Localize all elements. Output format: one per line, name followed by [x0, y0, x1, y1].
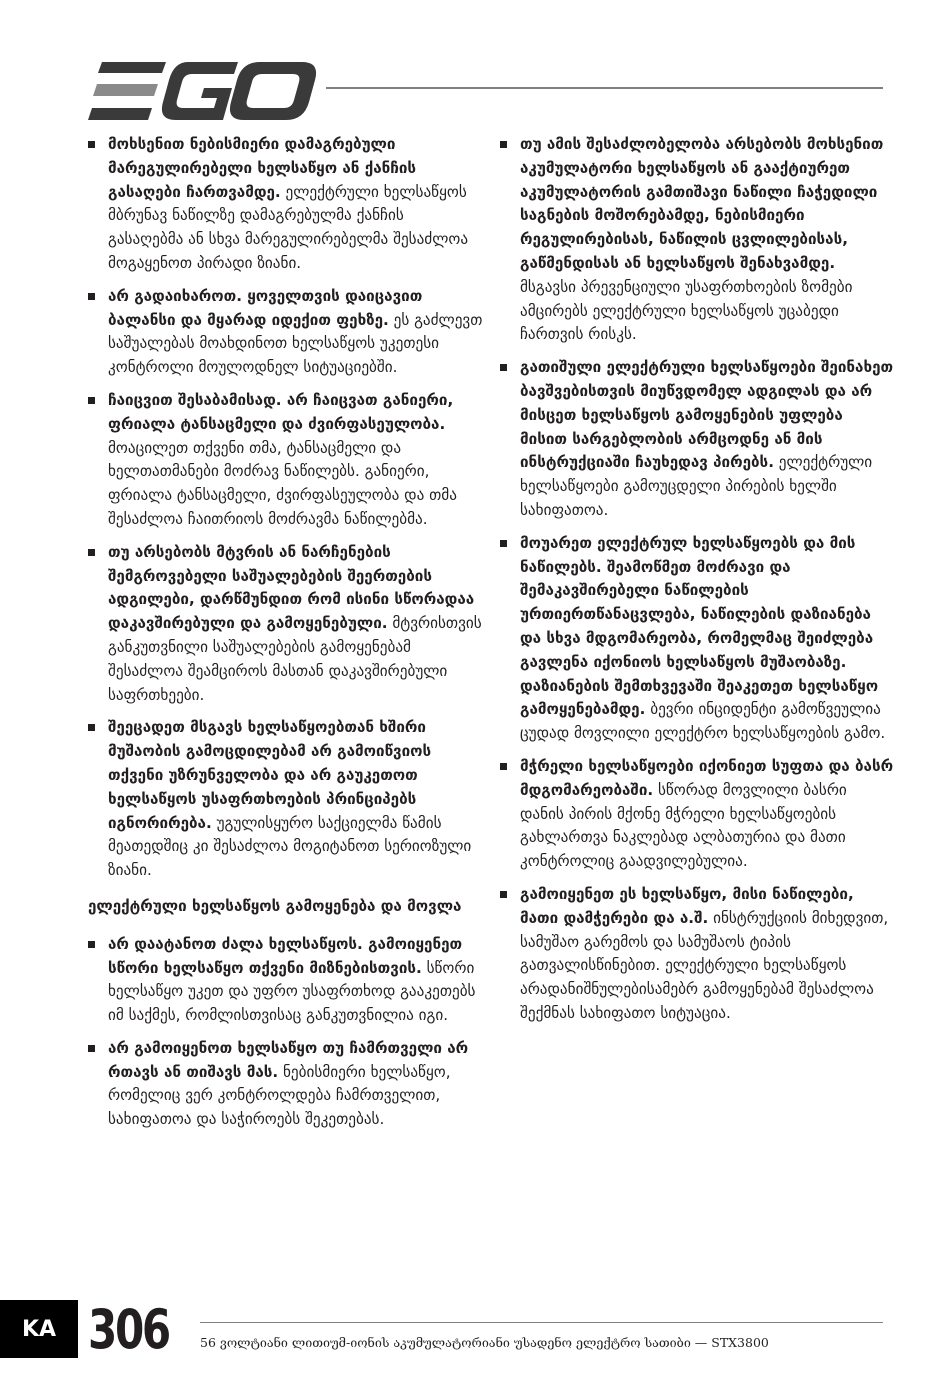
list-item	[500, 133, 895, 347]
item-lead: მჭრელი ხელსაწყოები იქონიეთ სუფთა და ბასრ მდგომარეობაში.	[520, 756, 894, 799]
item-body: სწორად მოვლილი ბასრი დანის პირის მქონე მჭრელი ხელსაწყოების გახლართვა ნაკლებად ალბათურია და მათი კონტროლიც გაადვილებულია.	[520, 780, 847, 871]
section-heading: ელექტრული ხელსაწყოს გამოყენება და მოვლა	[88, 896, 462, 915]
item-lead: გამოიყენეთ ეს ხელსაწყო, მისი ნაწილები, მათი დამჭერები და ა.შ.	[520, 884, 854, 927]
item-lead: შეეცადეთ მსგავს ხელსაწყოებთან ხშირი მუშაობის გამოცდილებამ არ გამოიწვიოს თქვენი უზრუნველობა და არ გაუკეთოთ ხელსაწყოს უსაფრთხოების პრინციპებს იგნორირება.	[108, 718, 432, 832]
left-column	[88, 133, 483, 1141]
bullet-square-icon	[88, 549, 95, 556]
list-item	[500, 755, 895, 874]
list-item	[88, 716, 483, 883]
bullet-square-icon	[500, 540, 507, 547]
bullet-square-icon	[88, 293, 95, 300]
item-body: სწორი ხელსაწყო უკეთ და უფრო უსაფრთხოდ გააკეთებს იმ საქმეს, რომლისთვისაც განკუთვნილია იგი.	[108, 958, 476, 1025]
header-divider	[326, 87, 883, 89]
list-item	[88, 389, 483, 532]
item-body: მსგავსი პრევენციული უსაფრთხოების ზომები ამცირებს ელექტრული ხელსაწყოს უცაბედი ჩართვის რისკს.	[520, 277, 853, 344]
item-lead: გათიშული ელექტრული ხელსაწყოები შეინახეთ ბავშვებისთვის მიუწვდომელ ადგილას და არ მისცეთ ხელსაწყოს გამოყენების უფლება მისით სარგებლობის არმცოდნე ან მის ინსტრუქციაში ჩაუხედავ პირებს.	[520, 358, 894, 472]
list-item	[500, 356, 895, 523]
list-item	[88, 285, 483, 380]
item-body: ნებისმიერი ხელსაწყო, რომელიც ვერ კონტროლდება ჩამრთველით, სახიფათოა და საჭიროებს შეკეთებას.	[108, 1062, 451, 1129]
item-lead: თუ ამის შესაძლობელობა არსებობს მოხსენით აკუმულატორი ხელსაწყოს ან გააქტიურეთ აკუმულატორის გამთიშავი ნაწილი ჩაჭედილი საგნების მოშორებამდე, ნებისმიერი რეგულირებისას, ნაწილის ცვლილებისას, გაწმენდისას ან ხელსაწყოს შენახვამდე.	[520, 135, 884, 272]
item-body: მოაცილეთ თქვენი თმა, ტანსაცმელი და ხელთათმანები მოძრავ ნაწილებს. განიერი, ფრიალა ტანსაცმელი, ძვირფასეულობა და თმა შესაძლოა ჩაითრიოს მოძრავმა ნაწილებმა.	[108, 438, 457, 528]
page-number: 306	[88, 1298, 169, 1361]
list-item	[500, 532, 895, 746]
ego-logo	[88, 60, 318, 122]
item-body: ეს გაძლევთ საშუალებას მოახდინოთ ხელსაწყოს უკეთესი კონტროლი მოულოდნელ სიტუაციებში.	[108, 310, 483, 377]
bullet-square-icon	[88, 1045, 95, 1052]
item-body: მტვრისთვის განკუთვნილი საშუალებების გამოყენებამ შესაძლოა შეამციროს მასთან დაკავშირებული საფრთხეები.	[108, 614, 482, 704]
item-body: ინსტრუქციის მიხედვით, სამუშაო გარემოს და სამუშაოს ტიპის გათვალისწინებით. ელექტრული ხელსაწყოს არადანიშნულებისამებრ გამოყენებამ შესაძლოა შექმნას სახიფათო სიტუაცია.	[520, 908, 889, 1022]
item-lead: არ გადაიხაროთ. ყოველთვის დაიცავით ბალანსი და მყარად იდექით ფეხზე.	[108, 286, 423, 329]
list-item	[88, 133, 483, 276]
list-item	[88, 933, 483, 1028]
right-column	[500, 133, 895, 1035]
item-body: ელექტრული ხელსაწყოს მბრუნავ ნაწილზე დამაგრებულმა ქანჩის გასაღებმა ან სხვა მარეგულირებელმა შესაძლოა მოგაყენოთ პირადი ზიანი.	[108, 182, 469, 272]
bullet-square-icon	[88, 141, 95, 148]
bullet-square-icon	[500, 891, 507, 898]
bullet-square-icon	[88, 397, 95, 404]
page-header	[0, 0, 950, 130]
item-body: უგულისყურო საქციელმა წამის მეათედშიც კი შესაძლოა მოგიტანოთ სერიოზული ზიანი.	[108, 813, 472, 880]
language-badge: KA	[0, 1300, 78, 1358]
bullet-square-icon	[500, 763, 507, 770]
bullet-square-icon	[500, 364, 507, 371]
item-lead: არ გამოიყენოთ ხელსაწყო თუ ჩამრთველი არ რთავს ან თიშავს მას.	[108, 1038, 469, 1081]
footer-divider	[200, 1322, 883, 1323]
list-item	[88, 1037, 483, 1132]
item-body: ელექტრული ხელსაწყოები გამოუცდელი პირების ხელში სახიფათოა.	[520, 453, 873, 519]
list-item	[88, 541, 483, 708]
item-lead: არ დაატანოთ ძალა ხელსაწყოს. გამოიყენეთ სწორი ხელსაწყო თქვენი მიზნებისთვის.	[108, 934, 463, 977]
list-item	[500, 883, 895, 1026]
bullet-square-icon	[88, 724, 95, 731]
bullet-square-icon	[88, 941, 95, 948]
item-lead: ჩაიცვით შესაბამისად. არ ჩაიცვათ განიერი, ფრიალა ტანსაცმელი და ძვირფასეულობა.	[108, 390, 454, 433]
bullet-square-icon	[500, 141, 507, 148]
item-lead: თუ არსებობს მტვრის ან ნარჩენების შემგროვებელი საშუალებების შეერთების ადგილები, დარწმუნდით რომ ისინი სწორადაა დაკავშირებული და გამოყენებული.	[108, 542, 475, 633]
item-lead: მოუარეთ ელექტრულ ხელსაწყოებს და მის ნაწილებს. შეამოწმეთ მოძრავი და შემაკავშირებელი ნაწილების ურთიერთწანაცვლება, ნაწილების დაზიანება და სხვა მდგომარეობა, რომელმაც შეიძლება გავლენა იქონიოს ხელსაწყოს მუშაობაზე. დაზიანების შემთხვევაში შეაკეთეთ ხელსაწყო გამოყენებამდე.	[520, 533, 879, 719]
footer-product-line: 56 ვოლტიანი ლითიუმ-იონის აკუმულატორიანი უსადენო ელექტრო სათიბი — STX3800	[200, 1335, 769, 1350]
item-lead: მოხსენით ნებისმიერი დამაგრებული მარეგულირებელი ხელსაწყო ან ქანჩის გასაღები ჩართვამდე.	[108, 135, 417, 201]
item-body: ბევრი ინციდენტი გამოწვეულია ცუდად მოვლილი ელექტრო ხელსაწყოების გამო.	[520, 700, 886, 743]
